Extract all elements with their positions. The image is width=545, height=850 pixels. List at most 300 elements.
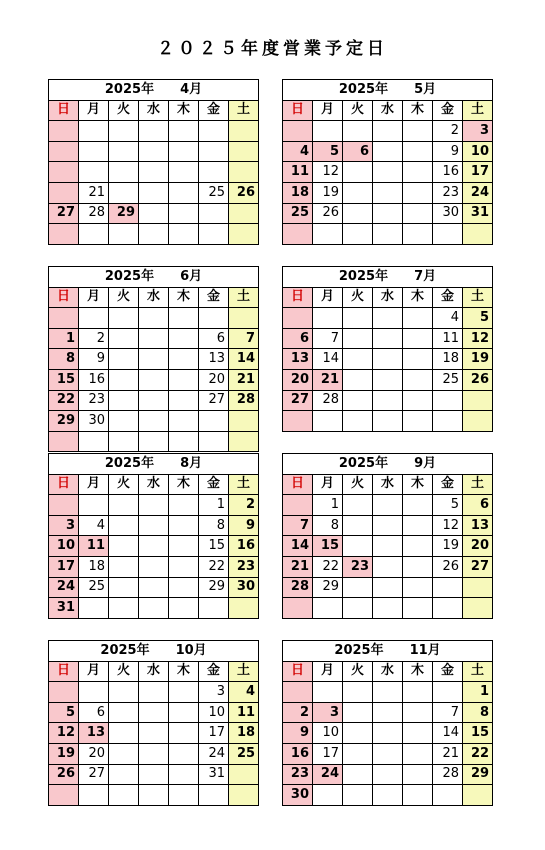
day-cell: 27 [283, 390, 313, 411]
weekday-label: 土 [229, 287, 259, 308]
day-cell: 28 [313, 390, 343, 411]
month-calendar [282, 266, 493, 432]
day-cell: 26 [463, 369, 493, 390]
day-cell [49, 431, 79, 452]
day-cell [313, 411, 343, 432]
day-cell [373, 182, 403, 203]
day-cell [373, 743, 403, 764]
day-cell [109, 411, 139, 432]
day-cell [343, 369, 373, 390]
day-cell [169, 203, 199, 224]
day-cell [139, 224, 169, 245]
day-cell [403, 390, 433, 411]
day-cell [139, 141, 169, 162]
day-cell [313, 121, 343, 142]
day-cell: 8 [313, 515, 343, 536]
day-cell: 15 [463, 723, 493, 744]
week-row [283, 328, 493, 349]
day-cell: 29 [49, 411, 79, 432]
week-row [283, 411, 493, 432]
day-cell: 30 [79, 411, 109, 432]
weekday-label: 木 [403, 287, 433, 308]
day-cell [313, 224, 343, 245]
day-cell [373, 141, 403, 162]
day-cell [169, 577, 199, 598]
day-cell: 29 [199, 577, 229, 598]
day-cell [463, 224, 493, 245]
month-header: 2025年 10月 [49, 641, 259, 662]
day-cell: 27 [199, 390, 229, 411]
day-cell [169, 431, 199, 452]
day-cell: 9 [283, 723, 313, 744]
day-cell: 12 [463, 328, 493, 349]
day-cell [139, 308, 169, 329]
day-cell [49, 182, 79, 203]
day-cell [343, 536, 373, 557]
day-cell: 22 [313, 556, 343, 577]
day-cell: 18 [283, 182, 313, 203]
day-cell: 29 [463, 764, 493, 785]
weekday-label: 日 [49, 661, 79, 682]
day-cell [109, 431, 139, 452]
day-cell [313, 598, 343, 619]
week-row [49, 598, 259, 619]
day-cell [169, 682, 199, 703]
month-calendar [48, 79, 259, 245]
day-cell: 7 [313, 328, 343, 349]
day-cell [403, 536, 433, 557]
day-cell [169, 162, 199, 183]
weekday-label: 金 [199, 661, 229, 682]
day-cell: 27 [49, 203, 79, 224]
day-cell [139, 743, 169, 764]
day-cell [343, 515, 373, 536]
day-cell: 15 [49, 369, 79, 390]
weekday-label: 木 [169, 287, 199, 308]
week-row [49, 308, 259, 329]
day-cell [433, 390, 463, 411]
month-calendar [282, 453, 493, 619]
day-cell [169, 785, 199, 806]
week-row [49, 723, 259, 744]
day-cell: 13 [283, 349, 313, 370]
weekday-label: 金 [199, 287, 229, 308]
weekday-label: 火 [109, 661, 139, 682]
weekday-label: 土 [463, 474, 493, 495]
weekday-label: 土 [229, 474, 259, 495]
day-cell: 7 [283, 515, 313, 536]
day-cell [373, 515, 403, 536]
day-cell [373, 785, 403, 806]
day-cell [403, 495, 433, 516]
day-cell: 25 [433, 369, 463, 390]
week-row [283, 162, 493, 183]
month-header: 2025年 8月 [49, 454, 259, 475]
day-cell [403, 369, 433, 390]
day-cell [199, 224, 229, 245]
weekday-label: 火 [109, 100, 139, 121]
day-cell [139, 702, 169, 723]
day-cell [169, 411, 199, 432]
day-cell [169, 495, 199, 516]
day-cell [199, 598, 229, 619]
day-cell [139, 723, 169, 744]
day-cell: 8 [199, 515, 229, 536]
day-cell: 28 [79, 203, 109, 224]
day-cell [199, 431, 229, 452]
month-header: 2025年 11月 [283, 641, 493, 662]
day-cell [433, 785, 463, 806]
day-cell [109, 121, 139, 142]
day-cell [199, 411, 229, 432]
week-row [283, 203, 493, 224]
week-row [49, 162, 259, 183]
day-cell: 4 [229, 682, 259, 703]
month-calendar [48, 453, 259, 619]
month-calendar [48, 640, 259, 806]
day-cell: 18 [433, 349, 463, 370]
week-row [49, 515, 259, 536]
day-cell: 2 [433, 121, 463, 142]
day-cell: 5 [433, 495, 463, 516]
day-cell: 9 [79, 349, 109, 370]
day-cell [79, 121, 109, 142]
weekday-label: 月 [313, 661, 343, 682]
day-cell: 12 [49, 723, 79, 744]
day-cell: 31 [199, 764, 229, 785]
day-cell [403, 328, 433, 349]
day-cell [343, 598, 373, 619]
weekday-label: 土 [229, 100, 259, 121]
month-calendar [48, 266, 259, 452]
day-cell [109, 598, 139, 619]
day-cell [139, 495, 169, 516]
week-row [49, 743, 259, 764]
day-cell [373, 369, 403, 390]
day-cell: 30 [283, 785, 313, 806]
day-cell [343, 764, 373, 785]
day-cell: 6 [463, 495, 493, 516]
day-cell [199, 203, 229, 224]
day-cell [433, 224, 463, 245]
day-cell [109, 536, 139, 557]
day-cell [283, 121, 313, 142]
week-row [49, 764, 259, 785]
week-row [283, 515, 493, 536]
month-header: 2025年 7月 [283, 267, 493, 288]
day-cell: 8 [49, 349, 79, 370]
page-title: ２０２５年度営業予定日 [157, 39, 388, 59]
day-cell [403, 515, 433, 536]
day-cell [139, 369, 169, 390]
day-cell [139, 182, 169, 203]
day-cell [49, 785, 79, 806]
day-cell: 29 [313, 577, 343, 598]
day-cell: 22 [463, 743, 493, 764]
day-cell [139, 598, 169, 619]
weekday-label: 木 [403, 100, 433, 121]
weekday-label: 月 [79, 474, 109, 495]
day-cell [373, 702, 403, 723]
week-row [49, 556, 259, 577]
week-row [283, 536, 493, 557]
week-row [283, 308, 493, 329]
weekday-label: 土 [463, 661, 493, 682]
day-cell [79, 598, 109, 619]
week-row [49, 369, 259, 390]
day-cell [373, 556, 403, 577]
day-cell: 26 [49, 764, 79, 785]
day-cell [139, 349, 169, 370]
day-cell [169, 224, 199, 245]
day-cell [343, 702, 373, 723]
day-cell: 14 [313, 349, 343, 370]
day-cell: 23 [433, 182, 463, 203]
day-cell [343, 308, 373, 329]
day-cell [343, 182, 373, 203]
day-cell [373, 764, 403, 785]
day-cell [79, 682, 109, 703]
weekday-label: 月 [313, 100, 343, 121]
day-cell: 17 [49, 556, 79, 577]
day-cell [49, 682, 79, 703]
day-cell [373, 121, 403, 142]
day-cell [109, 764, 139, 785]
day-cell: 24 [313, 764, 343, 785]
weekday-label: 金 [433, 474, 463, 495]
day-cell [313, 682, 343, 703]
day-cell: 1 [463, 682, 493, 703]
day-cell [343, 121, 373, 142]
day-cell [373, 682, 403, 703]
day-cell: 7 [433, 702, 463, 723]
day-cell [109, 182, 139, 203]
week-row [49, 182, 259, 203]
weekday-label: 水 [139, 661, 169, 682]
day-cell [199, 141, 229, 162]
week-row [283, 577, 493, 598]
day-cell: 31 [49, 598, 79, 619]
day-cell [109, 577, 139, 598]
day-cell [283, 224, 313, 245]
day-cell [139, 162, 169, 183]
day-cell [373, 577, 403, 598]
day-cell: 17 [199, 723, 229, 744]
day-cell: 11 [433, 328, 463, 349]
day-cell [343, 723, 373, 744]
weekday-label: 火 [343, 287, 373, 308]
weekday-label: 日 [283, 661, 313, 682]
weekday-label: 金 [199, 100, 229, 121]
day-cell [229, 203, 259, 224]
day-cell [343, 224, 373, 245]
day-cell [169, 515, 199, 536]
day-cell [169, 536, 199, 557]
week-row [283, 224, 493, 245]
day-cell: 4 [433, 308, 463, 329]
day-cell [373, 349, 403, 370]
day-cell: 1 [313, 495, 343, 516]
day-cell: 21 [229, 369, 259, 390]
week-row [49, 203, 259, 224]
day-cell: 21 [79, 182, 109, 203]
week-row [49, 411, 259, 432]
day-cell [169, 328, 199, 349]
day-cell: 14 [433, 723, 463, 744]
week-row [283, 702, 493, 723]
day-cell [109, 556, 139, 577]
day-cell [373, 536, 403, 557]
day-cell [433, 577, 463, 598]
week-row [49, 495, 259, 516]
day-cell: 4 [79, 515, 109, 536]
week-row [283, 121, 493, 142]
day-cell [229, 162, 259, 183]
weekday-label: 金 [433, 100, 463, 121]
day-cell: 6 [199, 328, 229, 349]
day-cell: 5 [313, 141, 343, 162]
day-cell: 6 [343, 141, 373, 162]
day-cell [79, 224, 109, 245]
day-cell: 26 [313, 203, 343, 224]
weekday-label: 日 [283, 474, 313, 495]
day-cell [463, 598, 493, 619]
day-cell [343, 203, 373, 224]
day-cell [373, 328, 403, 349]
day-cell: 11 [229, 702, 259, 723]
day-cell: 21 [433, 743, 463, 764]
week-row [283, 182, 493, 203]
day-cell: 16 [79, 369, 109, 390]
week-row [283, 495, 493, 516]
day-cell: 20 [283, 369, 313, 390]
day-cell: 31 [463, 203, 493, 224]
day-cell: 10 [463, 141, 493, 162]
day-cell [169, 598, 199, 619]
weekday-label: 日 [283, 287, 313, 308]
day-cell: 18 [229, 723, 259, 744]
day-cell: 3 [463, 121, 493, 142]
day-cell: 12 [313, 162, 343, 183]
day-cell: 11 [283, 162, 313, 183]
day-cell [403, 702, 433, 723]
day-cell [229, 224, 259, 245]
weekday-label: 土 [463, 100, 493, 121]
day-cell [229, 411, 259, 432]
month-calendar [282, 640, 493, 806]
day-cell [373, 308, 403, 329]
day-cell: 2 [283, 702, 313, 723]
weekday-label: 金 [199, 474, 229, 495]
day-cell [373, 598, 403, 619]
week-row [49, 785, 259, 806]
weekday-label: 火 [343, 474, 373, 495]
week-row [283, 785, 493, 806]
day-cell [139, 764, 169, 785]
day-cell [199, 121, 229, 142]
day-cell [199, 785, 229, 806]
day-cell [403, 224, 433, 245]
day-cell: 25 [229, 743, 259, 764]
day-cell: 25 [79, 577, 109, 598]
day-cell [373, 411, 403, 432]
day-cell [109, 682, 139, 703]
day-cell [343, 328, 373, 349]
day-cell: 11 [79, 536, 109, 557]
day-cell: 6 [283, 328, 313, 349]
day-cell [79, 308, 109, 329]
day-cell [229, 308, 259, 329]
day-cell: 27 [79, 764, 109, 785]
day-cell [139, 785, 169, 806]
weekday-label: 火 [343, 661, 373, 682]
week-row [283, 141, 493, 162]
day-cell [169, 308, 199, 329]
day-cell [403, 182, 433, 203]
day-cell [139, 556, 169, 577]
day-cell [313, 785, 343, 806]
day-cell: 19 [49, 743, 79, 764]
week-row [49, 224, 259, 245]
day-cell: 27 [463, 556, 493, 577]
weekday-label: 木 [169, 474, 199, 495]
day-cell [49, 224, 79, 245]
weekday-label: 水 [373, 100, 403, 121]
week-row [49, 702, 259, 723]
day-cell [139, 536, 169, 557]
day-cell [373, 390, 403, 411]
day-cell: 16 [433, 162, 463, 183]
day-cell [403, 141, 433, 162]
day-cell [139, 431, 169, 452]
day-cell: 19 [463, 349, 493, 370]
day-cell [343, 577, 373, 598]
day-cell [49, 495, 79, 516]
weekday-label: 土 [463, 287, 493, 308]
day-cell [109, 702, 139, 723]
day-cell [169, 723, 199, 744]
day-cell [403, 308, 433, 329]
week-row [49, 577, 259, 598]
day-cell: 17 [313, 743, 343, 764]
day-cell: 13 [463, 515, 493, 536]
day-cell [79, 495, 109, 516]
day-cell [139, 390, 169, 411]
day-cell [343, 785, 373, 806]
week-row [283, 369, 493, 390]
week-row [49, 536, 259, 557]
day-cell: 19 [433, 536, 463, 557]
day-cell [403, 349, 433, 370]
weekday-label: 金 [433, 287, 463, 308]
day-cell: 10 [199, 702, 229, 723]
day-cell: 8 [463, 702, 493, 723]
weekday-label: 火 [343, 100, 373, 121]
day-cell [79, 141, 109, 162]
day-cell [283, 682, 313, 703]
day-cell: 24 [199, 743, 229, 764]
day-cell [403, 785, 433, 806]
day-cell [463, 411, 493, 432]
day-cell: 26 [433, 556, 463, 577]
day-cell [343, 390, 373, 411]
day-cell [373, 162, 403, 183]
day-cell [109, 723, 139, 744]
day-cell [343, 411, 373, 432]
day-cell [109, 162, 139, 183]
weekday-label: 木 [169, 661, 199, 682]
day-cell: 29 [109, 203, 139, 224]
